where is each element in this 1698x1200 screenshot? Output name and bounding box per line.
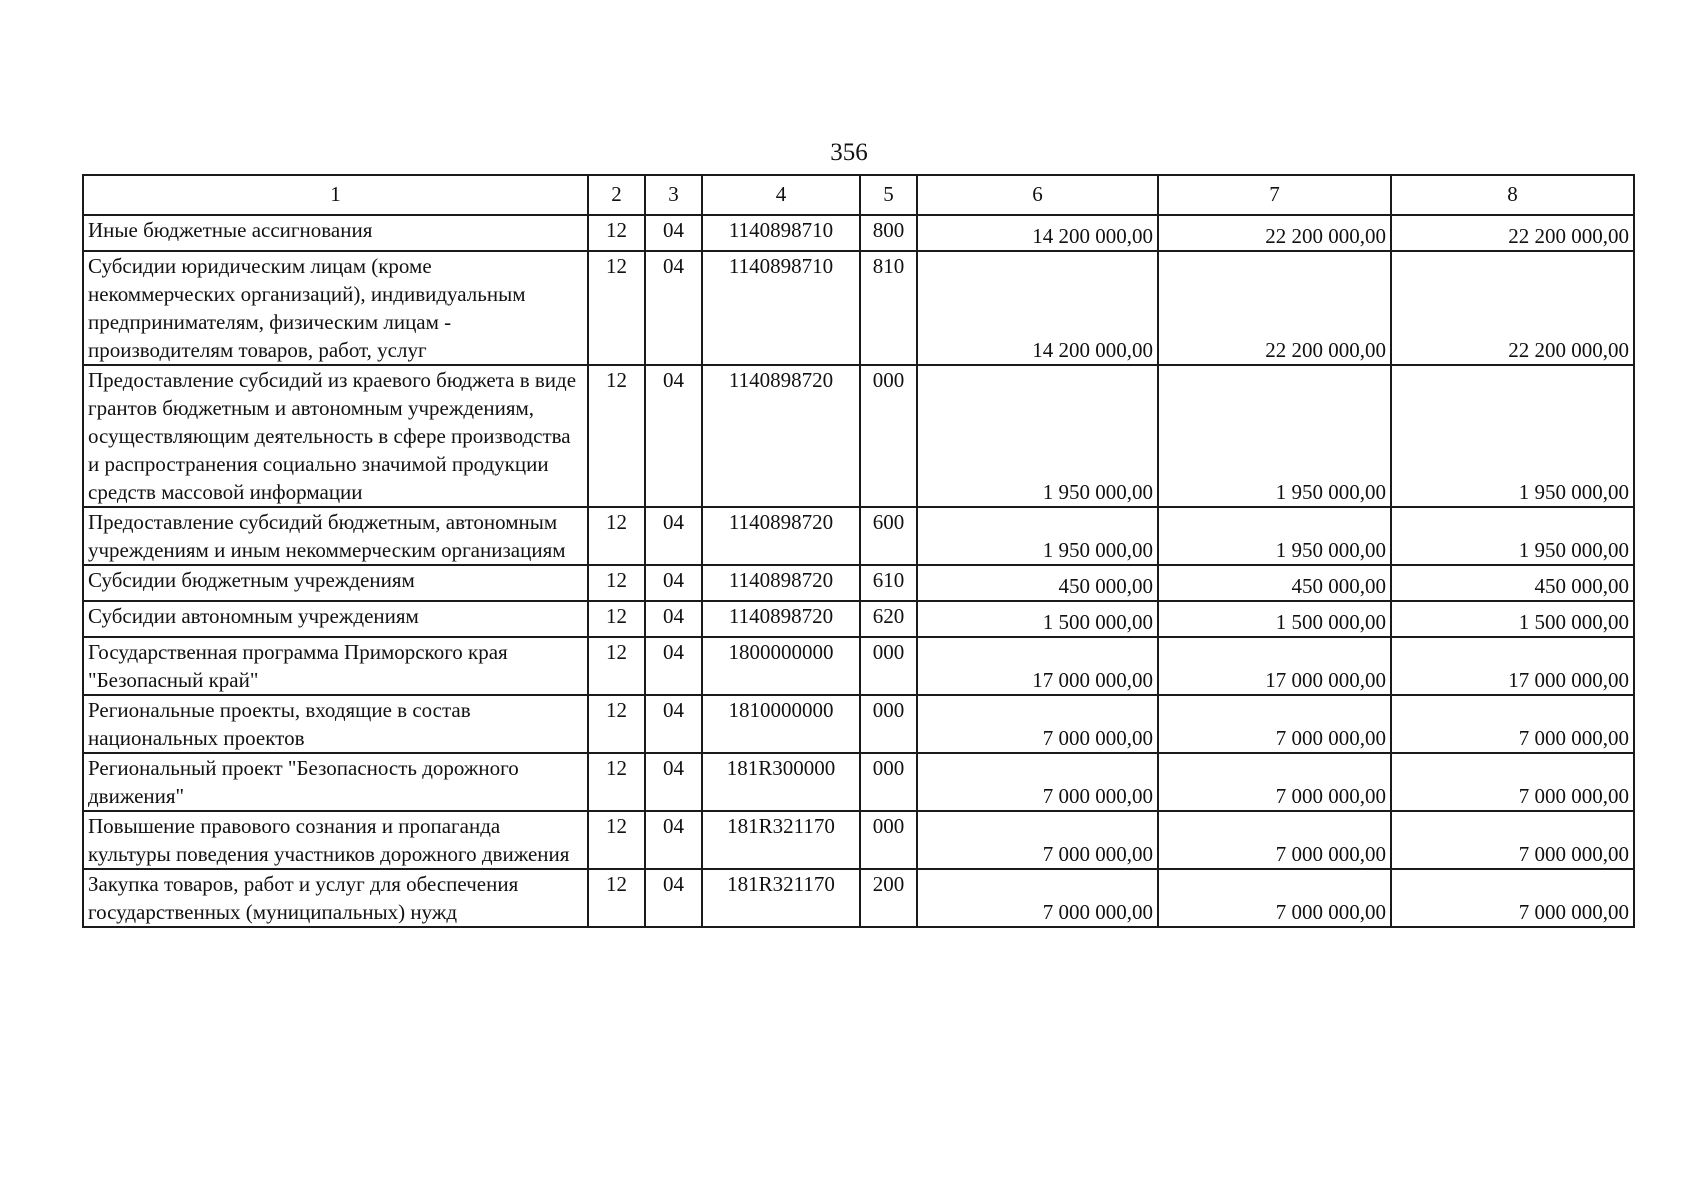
- amount-col8-cell: 1 950 000,00: [1391, 365, 1634, 507]
- amount-col8-cell: 7 000 000,00: [1391, 869, 1634, 927]
- table-row: [83, 753, 1634, 811]
- target-article-cell: 181R300000: [702, 753, 860, 811]
- amount-col8-cell: 450 000,00: [1391, 565, 1634, 601]
- page-number: 356: [830, 139, 868, 166]
- budget-table: [82, 174, 1635, 928]
- section-cell: 12: [588, 811, 645, 869]
- row-name-cell: Субсидии автономным учреждениям: [83, 601, 588, 637]
- table-row: [83, 811, 1634, 869]
- amount-col6-cell: 7 000 000,00: [917, 869, 1158, 927]
- target-article-cell: 1810000000: [702, 695, 860, 753]
- subsection-cell: 04: [645, 215, 702, 251]
- amount-col8-cell: 1 950 000,00: [1391, 507, 1634, 565]
- amount-col8-cell: 7 000 000,00: [1391, 811, 1634, 869]
- expense-type-cell: 620: [860, 601, 917, 637]
- section-cell: 12: [588, 565, 645, 601]
- header-row: [83, 175, 1634, 215]
- table-row: [83, 637, 1634, 695]
- amount-col8-cell: 22 200 000,00: [1391, 251, 1634, 365]
- row-name-cell: Предоставление субсидий бюджетным, автономным учреждениям и иным некоммерческим организациям: [83, 507, 588, 565]
- row-name-cell: Субсидии юридическим лицам (кроме некоммерческих организаций), индивидуальным предпринимателям, физическим лицам - производителям товаров, работ, услуг: [83, 251, 588, 365]
- amount-col7-cell: 7 000 000,00: [1158, 753, 1391, 811]
- row-name-cell: Субсидии бюджетным учреждениям: [83, 565, 588, 601]
- section-cell: 12: [588, 251, 645, 365]
- amount-col6-cell: 1 500 000,00: [917, 601, 1158, 637]
- amount-col7-cell: 22 200 000,00: [1158, 251, 1391, 365]
- table-row: [83, 507, 1634, 565]
- table-row: [83, 869, 1634, 927]
- table-body: [83, 175, 1634, 927]
- table-row: [83, 601, 1634, 637]
- expense-type-cell: 200: [860, 869, 917, 927]
- amount-col6-cell: 1 950 000,00: [917, 507, 1158, 565]
- target-article-cell: 181R321170: [702, 811, 860, 869]
- expense-type-cell: 610: [860, 565, 917, 601]
- expense-type-cell: 000: [860, 637, 917, 695]
- amount-col6-cell: 14 200 000,00: [917, 215, 1158, 251]
- subsection-cell: 04: [645, 753, 702, 811]
- expense-type-cell: 000: [860, 695, 917, 753]
- subsection-cell: 04: [645, 869, 702, 927]
- amount-col8-cell: 7 000 000,00: [1391, 695, 1634, 753]
- row-name-cell: Повышение правового сознания и пропаганда культуры поведения участников дорожного движения: [83, 811, 588, 869]
- target-article-cell: 1140898710: [702, 215, 860, 251]
- amount-col7-cell: 1 950 000,00: [1158, 507, 1391, 565]
- section-cell: 12: [588, 601, 645, 637]
- amount-col7-cell: 7 000 000,00: [1158, 695, 1391, 753]
- column-header: 7: [1158, 175, 1391, 215]
- target-article-cell: 1140898720: [702, 565, 860, 601]
- target-article-cell: 1140898710: [702, 251, 860, 365]
- subsection-cell: 04: [645, 811, 702, 869]
- table-row: [83, 365, 1634, 507]
- table-row: [83, 565, 1634, 601]
- amount-col8-cell: 1 500 000,00: [1391, 601, 1634, 637]
- amount-col7-cell: 7 000 000,00: [1158, 869, 1391, 927]
- amount-col8-cell: 7 000 000,00: [1391, 753, 1634, 811]
- table-row: [83, 251, 1634, 365]
- column-header: 8: [1391, 175, 1634, 215]
- table-row: [83, 695, 1634, 753]
- section-cell: 12: [588, 695, 645, 753]
- amount-col6-cell: 7 000 000,00: [917, 811, 1158, 869]
- expense-type-cell: 000: [860, 753, 917, 811]
- section-cell: 12: [588, 637, 645, 695]
- amount-col6-cell: 14 200 000,00: [917, 251, 1158, 365]
- section-cell: 12: [588, 365, 645, 507]
- amount-col6-cell: 17 000 000,00: [917, 637, 1158, 695]
- expense-type-cell: 800: [860, 215, 917, 251]
- column-header: 2: [588, 175, 645, 215]
- subsection-cell: 04: [645, 365, 702, 507]
- section-cell: 12: [588, 869, 645, 927]
- row-name-cell: Закупка товаров, работ и услуг для обеспечения государственных (муниципальных) нужд: [83, 869, 588, 927]
- subsection-cell: 04: [645, 565, 702, 601]
- table-row: [83, 215, 1634, 251]
- expense-type-cell: 000: [860, 811, 917, 869]
- amount-col8-cell: 22 200 000,00: [1391, 215, 1634, 251]
- row-name-cell: Иные бюджетные ассигнования: [83, 215, 588, 251]
- target-article-cell: 181R321170: [702, 869, 860, 927]
- column-header: 6: [917, 175, 1158, 215]
- column-header: 1: [83, 175, 588, 215]
- subsection-cell: 04: [645, 695, 702, 753]
- column-header: 5: [860, 175, 917, 215]
- expense-type-cell: 810: [860, 251, 917, 365]
- row-name-cell: Предоставление субсидий из краевого бюджета в виде грантов бюджетным и автономным учреждениям, осуществляющим деятельность в сфере производства и распространения социально значимой продукции средств массовой информации: [83, 365, 588, 507]
- row-name-cell: Региональный проект "Безопасность дорожного движения": [83, 753, 588, 811]
- amount-col7-cell: 450 000,00: [1158, 565, 1391, 601]
- subsection-cell: 04: [645, 251, 702, 365]
- subsection-cell: 04: [645, 507, 702, 565]
- subsection-cell: 04: [645, 601, 702, 637]
- amount-col7-cell: 22 200 000,00: [1158, 215, 1391, 251]
- target-article-cell: 1140898720: [702, 601, 860, 637]
- row-name-cell: Государственная программа Приморского края "Безопасный край": [83, 637, 588, 695]
- amount-col6-cell: 450 000,00: [917, 565, 1158, 601]
- amount-col6-cell: 7 000 000,00: [917, 695, 1158, 753]
- amount-col7-cell: 17 000 000,00: [1158, 637, 1391, 695]
- expense-type-cell: 600: [860, 507, 917, 565]
- amount-col6-cell: 1 950 000,00: [917, 365, 1158, 507]
- target-article-cell: 1140898720: [702, 365, 860, 507]
- row-name-cell: Региональные проекты, входящие в состав национальных проектов: [83, 695, 588, 753]
- amount-col7-cell: 7 000 000,00: [1158, 811, 1391, 869]
- amount-col7-cell: 1 950 000,00: [1158, 365, 1391, 507]
- subsection-cell: 04: [645, 637, 702, 695]
- column-header: 4: [702, 175, 860, 215]
- amount-col7-cell: 1 500 000,00: [1158, 601, 1391, 637]
- target-article-cell: 1800000000: [702, 637, 860, 695]
- amount-col6-cell: 7 000 000,00: [917, 753, 1158, 811]
- section-cell: 12: [588, 215, 645, 251]
- amount-col8-cell: 17 000 000,00: [1391, 637, 1634, 695]
- section-cell: 12: [588, 507, 645, 565]
- target-article-cell: 1140898720: [702, 507, 860, 565]
- section-cell: 12: [588, 753, 645, 811]
- expense-type-cell: 000: [860, 365, 917, 507]
- column-header: 3: [645, 175, 702, 215]
